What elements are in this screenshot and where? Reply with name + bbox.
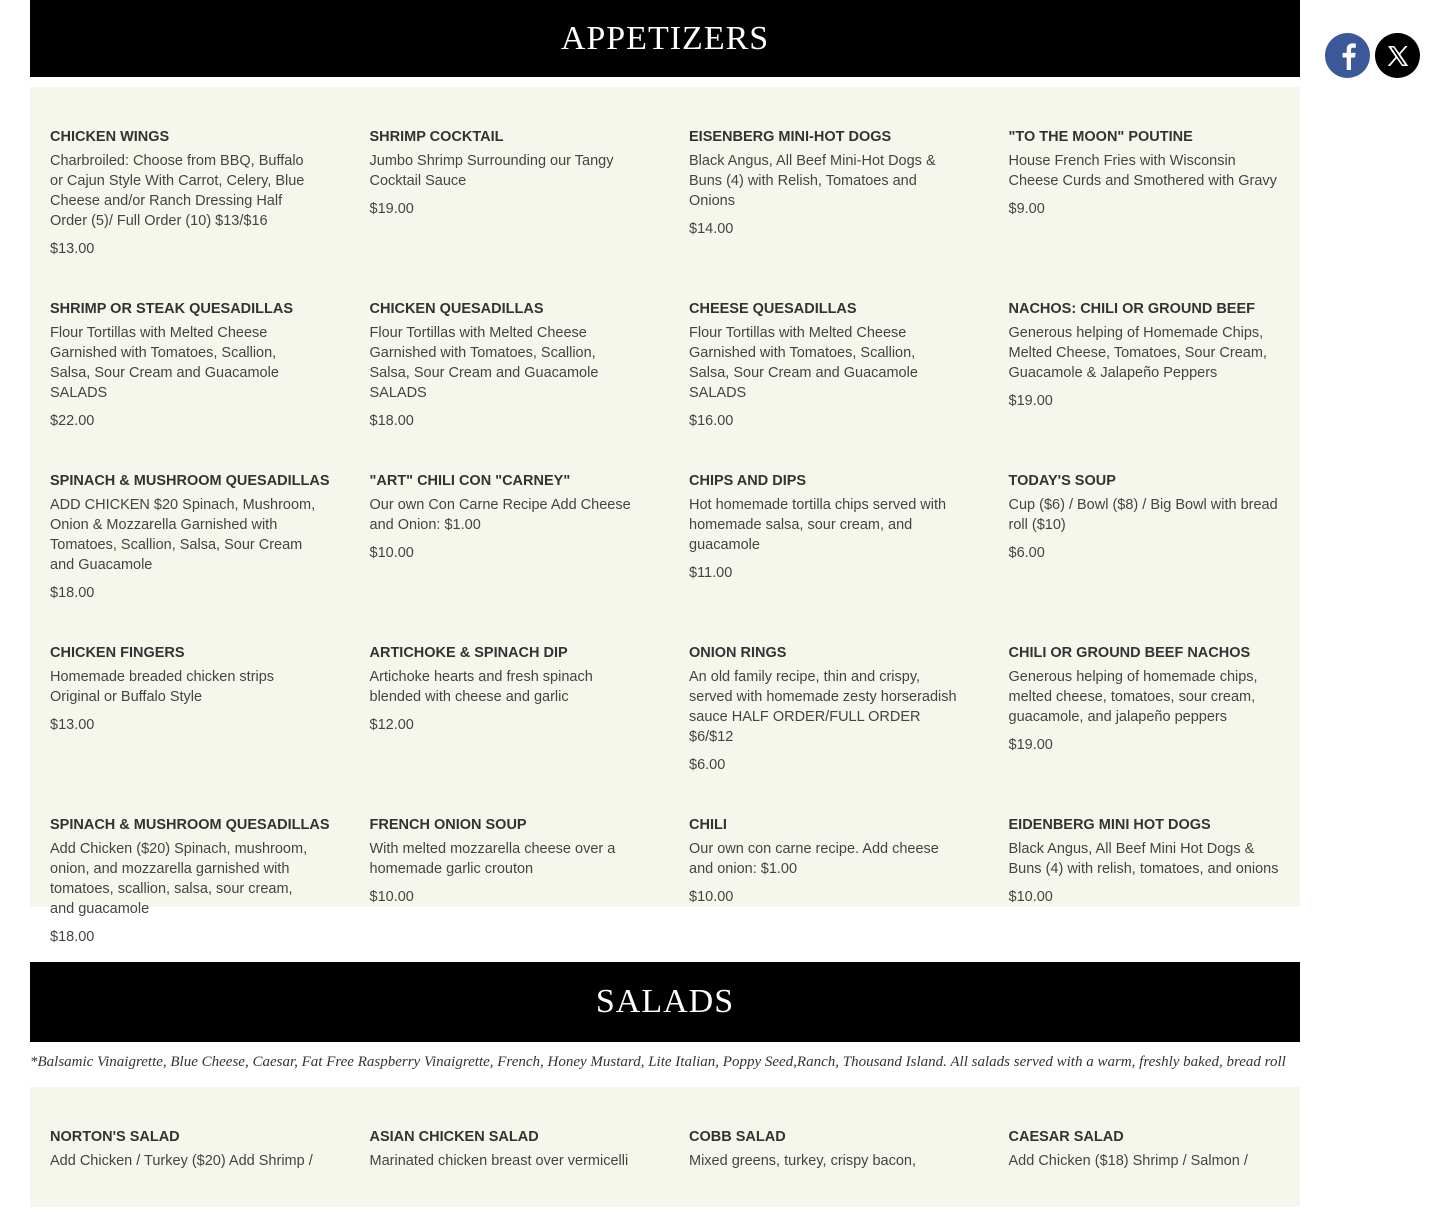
salads-grid xyxy=(50,1117,1279,1217)
menu-item xyxy=(50,795,330,967)
menu-item xyxy=(689,623,959,795)
menu-item-description: ADD CHICKEN $20 Spinach, Mushroom, Onion & Mozzarella Garnished with Tomatoes, Scallion, Salsa, Sour Cream and Guacamole xyxy=(50,497,316,573)
salads-header xyxy=(30,962,1300,1042)
menu-item-name: EISENBERG MINI-HOT DOGS xyxy=(689,129,892,145)
menu-item xyxy=(50,117,320,279)
menu-item-name: ASIAN CHICKEN SALAD xyxy=(369,1129,539,1145)
menu-item-name: COBB SALAD xyxy=(689,1129,786,1145)
menu-item-name: CHIPS AND DIPS xyxy=(689,473,807,489)
menu-item-price: $12.00 xyxy=(369,717,414,733)
menu-item-name: CAESAR SALAD xyxy=(1008,1129,1124,1145)
menu-item-price: $18.00 xyxy=(50,929,95,945)
menu-item xyxy=(370,1117,640,1217)
menu-item xyxy=(370,279,640,451)
appetizers-grid xyxy=(50,117,1279,967)
menu-item-description: Add Chicken ($18) Shrimp / Salmon / xyxy=(1008,1153,1248,1169)
menu-item-description: Generous helping of homemade chips, melted cheese, tomatoes, sour cream, guacamole, and jalapeño peppers xyxy=(1008,669,1258,725)
menu-item-description: Generous helping of Homemade Chips, Melted Cheese, Tomatoes, Sour Cream, Guacamole & Jalapeño Peppers xyxy=(1008,325,1267,381)
menu-item-description: House French Fries with Wisconsin Cheese Curds and Smothered with Gravy xyxy=(1008,153,1277,189)
appetizers-menu-panel xyxy=(30,87,1300,945)
menu-item-price: $18.00 xyxy=(50,585,95,601)
menu-item-description: Add Chicken ($20) Spinach, mushroom, onion, and mozzarella garnished with tomatoes, scallion, salsa, sour cream, and guacamole xyxy=(50,841,308,917)
menu-item-name: ONION RINGS xyxy=(689,645,787,661)
menu-item-price: $13.00 xyxy=(50,717,95,733)
menu-item-price: $10.00 xyxy=(1008,889,1053,905)
menu-item-name: CHILI OR GROUND BEEF NACHOS xyxy=(1008,645,1251,661)
salads-menu-panel xyxy=(30,1087,1300,1207)
menu-item-price: $6.00 xyxy=(689,757,726,773)
menu-item-name: CHICKEN QUESADILLAS xyxy=(369,301,544,317)
menu-item-description: Our own con carne recipe. Add cheese and onion: $1.00 xyxy=(689,841,939,877)
menu-item-name: SHRIMP OR STEAK QUESADILLAS xyxy=(50,301,294,317)
menu-item xyxy=(370,117,640,279)
menu-item-name: NACHOS: CHILI OR GROUND BEEF xyxy=(1008,301,1255,317)
appetizers-title: APPETIZERS xyxy=(560,19,770,57)
menu-item xyxy=(1009,1117,1279,1217)
menu-item-name: CHICKEN FINGERS xyxy=(50,645,185,661)
menu-item-description: Flour Tortillas with Melted Cheese Garnished with Tomatoes, Scallion, Salsa, Sour Cream and Guacamole SALADS xyxy=(689,325,918,401)
menu-item-price: $14.00 xyxy=(689,221,734,237)
menu-item xyxy=(50,279,320,451)
menu-item-description: Cup ($6) / Bowl ($8) / Big Bowl with bread roll ($10) xyxy=(1008,497,1278,533)
menu-item-name: SPINACH & MUSHROOM QUESADILLAS xyxy=(50,817,330,833)
menu-item-description: Flour Tortillas with Melted Cheese Garnished with Tomatoes, Scallion, Salsa, Sour Cream and Guacamole SALADS xyxy=(50,325,279,401)
menu-item-description: With melted mozzarella cheese over a homemade garlic crouton xyxy=(369,841,616,877)
menu-item xyxy=(50,451,330,623)
menu-item xyxy=(689,795,959,967)
menu-item xyxy=(370,795,640,967)
menu-item-name: CHEESE QUESADILLAS xyxy=(689,301,857,317)
menu-item-price: $19.00 xyxy=(369,201,414,217)
menu-item xyxy=(689,117,959,279)
menu-item-description: Jumbo Shrimp Surrounding our Tangy Cocktail Sauce xyxy=(369,153,614,189)
menu-item-name: CHICKEN WINGS xyxy=(50,129,170,145)
facebook-share-button[interactable] xyxy=(1325,33,1370,78)
salads-dressing-note: *Balsamic Vinaigrette, Blue Cheese, Caesar, Fat Free Raspberry Vinaigrette, French, Honey Mustard, Lite Italian, Poppy Seed,Ranch, Thousand Island. All salads served with a warm, freshly baked, bread roll xyxy=(30,1054,1286,1070)
menu-item-description: Mixed greens, turkey, crispy bacon, xyxy=(689,1153,916,1169)
menu-item-description: Charbroiled: Choose from BBQ, Buffalo or Cajun Style With Carrot, Celery, Blue Cheese and/or Ranch Dressing Half Order (5)/ Full Order (10) $13/$16 xyxy=(50,153,305,229)
menu-item-description: Black Angus, All Beef Mini-Hot Dogs & Buns (4) with Relish, Tomatoes and Onions xyxy=(689,153,936,209)
menu-item xyxy=(370,623,640,795)
menu-item-price: $13.00 xyxy=(50,241,95,257)
menu-item xyxy=(50,1117,320,1217)
menu-item xyxy=(50,623,320,795)
menu-item-name: TODAY'S SOUP xyxy=(1008,473,1116,489)
salads-title: SALADS xyxy=(595,983,735,1020)
menu-item-price: $19.00 xyxy=(1008,393,1053,409)
menu-item xyxy=(1009,623,1279,795)
menu-item xyxy=(370,451,640,623)
menu-item-description: Add Chicken / Turkey ($20) Add Shrimp / xyxy=(50,1153,313,1169)
menu-item xyxy=(1009,451,1279,623)
x-twitter-icon xyxy=(1386,44,1410,68)
menu-item-description: Our own Con Carne Recipe Add Cheese and Onion: $1.00 xyxy=(369,497,631,533)
menu-item xyxy=(1009,117,1279,279)
menu-item-name: SHRIMP COCKTAIL xyxy=(369,129,504,145)
menu-item xyxy=(689,279,959,451)
x-share-button[interactable] xyxy=(1375,33,1420,78)
menu-item-name: EIDENBERG MINI HOT DOGS xyxy=(1008,817,1211,833)
facebook-icon xyxy=(1337,42,1359,70)
menu-item-name: FRENCH ONION SOUP xyxy=(369,817,527,833)
menu-item-name: CHILI xyxy=(689,817,727,833)
menu-item-name: SPINACH & MUSHROOM QUESADILLAS xyxy=(50,473,330,489)
menu-item-description: Hot homemade tortilla chips served with homemade salsa, sour cream, and guacamole xyxy=(689,497,947,553)
menu-item xyxy=(1009,795,1279,967)
menu-item-price: $18.00 xyxy=(369,413,414,429)
menu-item-price: $11.00 xyxy=(689,565,733,581)
menu-item-description: Black Angus, All Beef Mini Hot Dogs & Buns (4) with relish, tomatoes, and onions xyxy=(1008,841,1279,877)
menu-item xyxy=(689,1117,959,1217)
menu-item-price: $10.00 xyxy=(689,889,734,905)
menu-item-description: An old family recipe, thin and crispy, served with homemade zesty horseradish sauce HALF ORDER/FULL ORDER $6/$12 xyxy=(689,669,957,745)
menu-item-description: Flour Tortillas with Melted Cheese Garnished with Tomatoes, Scallion, Salsa, Sour Cream and Guacamole SALADS xyxy=(369,325,599,401)
menu-item-description: Artichoke hearts and fresh spinach blended with cheese and garlic xyxy=(369,669,593,705)
menu-item-description: Homemade breaded chicken strips Original or Buffalo Style xyxy=(50,669,275,705)
menu-item xyxy=(1009,279,1279,451)
menu-item-name: "TO THE MOON" POUTINE xyxy=(1008,129,1193,145)
menu-item-name: ARTICHOKE & SPINACH DIP xyxy=(369,645,568,661)
menu-item-name: NORTON'S SALAD xyxy=(50,1129,180,1145)
menu-item-price: $9.00 xyxy=(1008,201,1045,217)
menu-item-price: $10.00 xyxy=(369,889,414,905)
menu-item-price: $16.00 xyxy=(689,413,734,429)
menu-item xyxy=(689,451,959,623)
appetizers-header xyxy=(30,0,1300,77)
menu-item-description: Marinated chicken breast over vermicelli xyxy=(369,1153,629,1169)
menu-item-price: $6.00 xyxy=(1008,545,1045,561)
menu-item-name: "ART" CHILI CON "CARNEY" xyxy=(369,473,571,489)
menu-item-price: $10.00 xyxy=(369,545,414,561)
menu-item-price: $22.00 xyxy=(50,413,95,429)
menu-item-price: $19.00 xyxy=(1008,737,1053,753)
